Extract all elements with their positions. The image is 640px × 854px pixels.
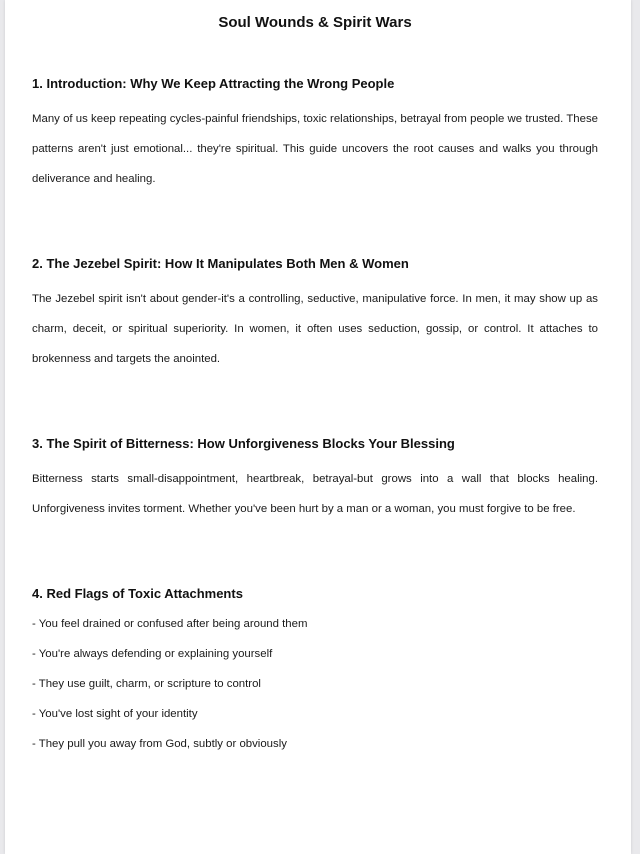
section-heading: 3. The Spirit of Bitterness: How Unforgiveness Blocks Your Blessing [32,436,455,451]
section-body: Bitterness starts small-disappointment, heartbreak, betrayal-but grows into a wall that blocks healing. Unforgiveness invites torment. Whether you've been hurt by a man or a woman, you must forgive to be free. [32,473,598,515]
list-item: - They pull you away from God, subtly or obviously [32,738,287,750]
section-heading: 4. Red Flags of Toxic Attachments [32,586,243,601]
section-body: Many of us keep repeating cycles-painful friendships, toxic relationships, betrayal from people we trusted. These patterns aren't just emotional... they're spiritual. This guide uncovers the root causes and walks you through deliverance and healing. [32,113,598,185]
list-item: - You feel drained or confused after being around them [32,618,308,630]
section-heading: 2. The Jezebel Spirit: How It Manipulates Both Men & Women [32,256,409,271]
section-jezebel-spirit [32,256,598,374]
section-spirit-of-bitterness [32,436,598,524]
section-introduction [32,76,598,194]
list-item: - You've lost sight of your identity [32,708,198,720]
section-body: The Jezebel spirit isn't about gender-it's a controlling, seductive, manipulative force. In men, it may show up as charm, deceit, or spiritual superiority. In women, it often uses seduction, gossip, or control. It attaches to brokenness and targets the anointed. [32,293,598,365]
list-item: - They use guilt, charm, or scripture to control [32,678,261,690]
document-title: Soul Wounds & Spirit Wars [218,14,412,31]
section-heading: 1. Introduction: Why We Keep Attracting the Wrong People [32,76,395,91]
section-red-flags [32,586,598,759]
red-flags-list [32,609,598,759]
list-item: - You're always defending or explaining yourself [32,648,273,660]
